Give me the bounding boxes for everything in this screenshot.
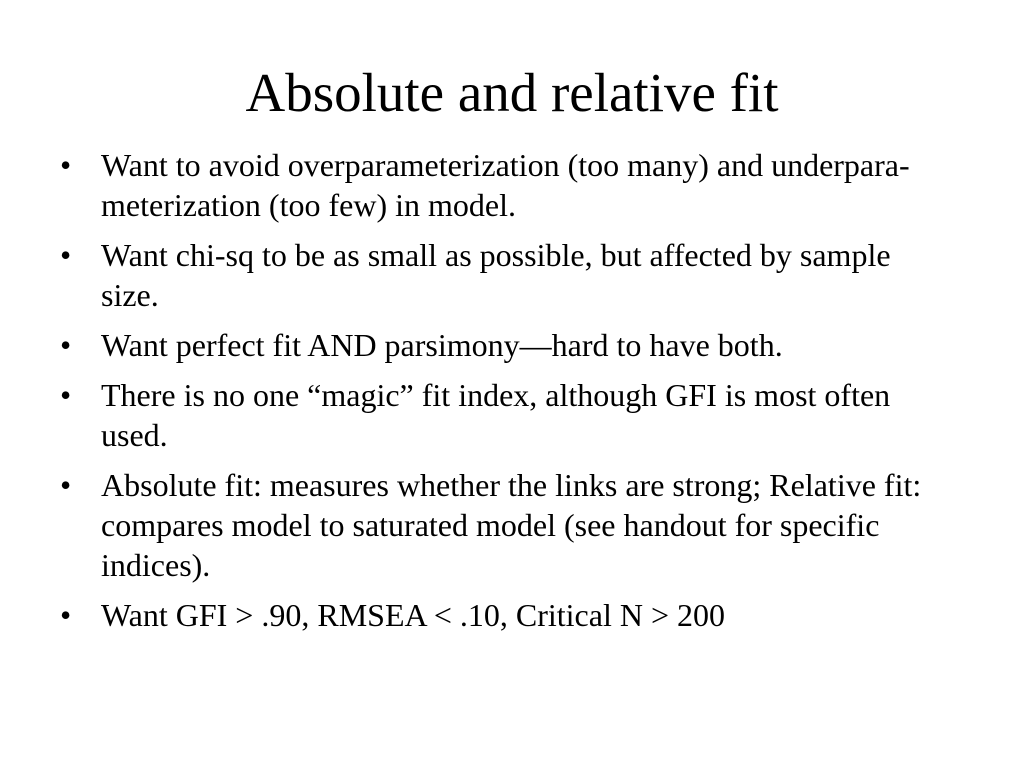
bullet-icon: • xyxy=(60,597,72,633)
bullet-item xyxy=(60,145,940,225)
bullet-text: Want perfect fit AND parsimony—hard to have both. xyxy=(101,327,783,363)
bullet-icon: • xyxy=(60,147,72,183)
bullet-item xyxy=(60,375,940,455)
bullet-text: Want to avoid overparameterization (too many) and underpara-meterization (too few) in model. xyxy=(101,147,910,223)
bullet-icon: • xyxy=(60,327,72,363)
bullet-item xyxy=(60,595,940,635)
slide-title: Absolute and relative fit xyxy=(245,62,779,123)
bullet-text: Want chi-sq to be as small as possible, but affected by sample size. xyxy=(101,237,891,313)
bullet-list xyxy=(60,145,940,645)
bullet-item xyxy=(60,325,940,365)
bullet-icon: • xyxy=(60,237,72,273)
bullet-item xyxy=(60,235,940,315)
bullet-text: Absolute fit: measures whether the links are strong; Relative fit: compares model to saturated model (see handout for specific indices). xyxy=(101,467,922,583)
bullet-icon: • xyxy=(60,377,72,413)
bullet-icon: • xyxy=(60,467,72,503)
bullet-item xyxy=(60,465,940,585)
bullet-text: There is no one “magic” fit index, although GFI is most often used. xyxy=(101,377,891,453)
bullet-text: Want GFI > .90, RMSEA < .10, Critical N > 200 xyxy=(101,597,725,633)
